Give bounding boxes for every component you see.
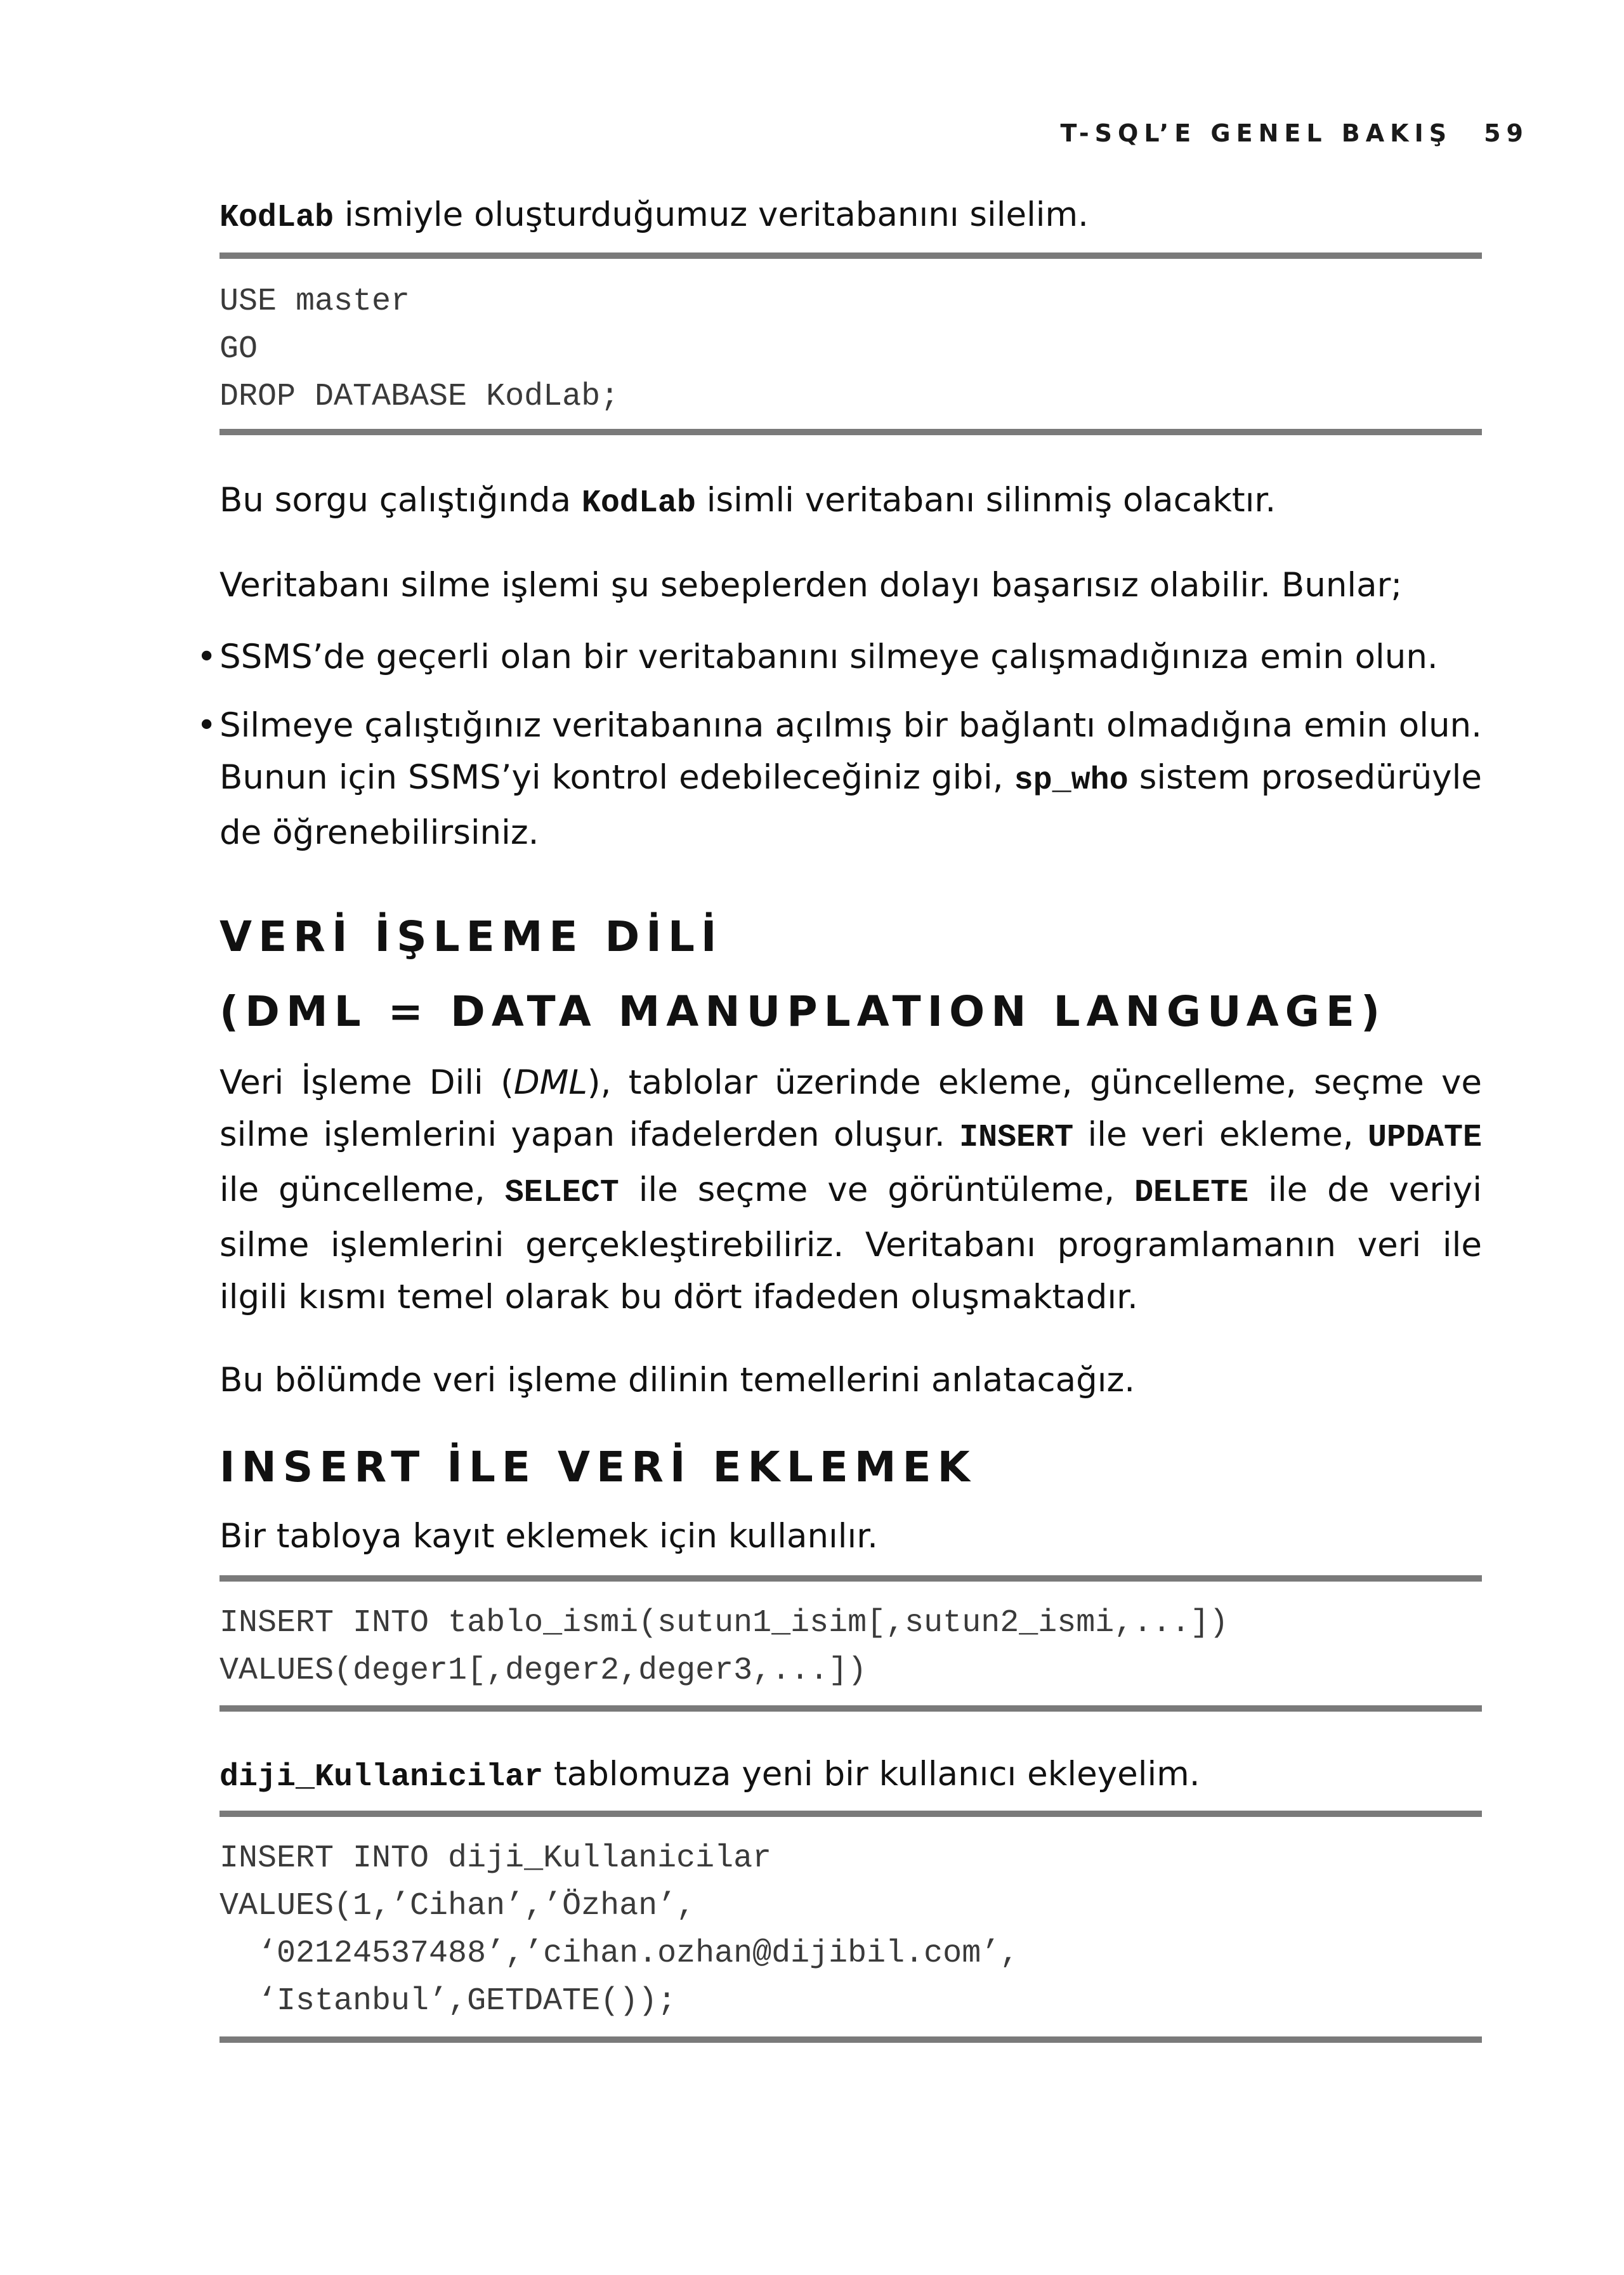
code-line: VALUES(deger1[,deger2,deger3,...]) xyxy=(219,1653,867,1689)
heading-line-2: (DML = DATA MANUPLATION LANGUAGE) xyxy=(219,987,1387,1036)
bullet-icon: • xyxy=(197,638,217,676)
heading-line-1: VERİ İŞLEME DİLİ xyxy=(219,912,723,961)
dml-paragraph xyxy=(219,1057,1482,1323)
text-fragment: ile de veriyi silme işlemlerini gerçekleştirebiliriz. Veritabanı programlamanın veri ile ilgili kısmı temel olarak bu dört ifadeden oluşmaktadır. xyxy=(219,1170,1482,1316)
text-fragment: Silmeye çalıştığınız veritabanına açılmış bir bağlantı olmadığına emin olun. Bunun için SSMS’yi kontrol edebileceğiniz gibi, xyxy=(219,706,1482,797)
bullet-list xyxy=(197,631,1482,859)
code-block-insert-syntax xyxy=(219,1575,1482,1695)
inline-code: KodLab xyxy=(581,485,696,521)
emphasis: DML xyxy=(513,1063,587,1102)
section-heading-dml xyxy=(219,900,1482,1049)
text-fragment: ile seçme ve görüntüleme, xyxy=(619,1170,1135,1209)
code-line: GO xyxy=(219,331,258,367)
text-fragment: ), tablolar üzerinde ekleme, güncelleme, seçme ve silme işlemlerini yapan ifadelerden oluşur. xyxy=(219,1063,1483,1154)
text-fragment: Bu sorgu çalıştığında xyxy=(219,481,582,520)
keyword-update: UPDATE xyxy=(1367,1120,1482,1156)
bullet-icon: • xyxy=(197,706,217,745)
code-block-insert-example xyxy=(219,1811,1482,2025)
running-header xyxy=(1061,119,1529,147)
insert-example-intro xyxy=(219,1748,1482,1804)
code-rule-top xyxy=(219,1811,1482,1817)
keyword-insert: INSERT xyxy=(959,1120,1074,1156)
text-fragment: ile veri ekleme, xyxy=(1073,1115,1368,1154)
text-fragment: Veri İşleme Dili ( xyxy=(219,1063,514,1102)
code-line: VALUES(1,’Cihan’,’Özhan’, xyxy=(219,1888,696,1924)
list-item: • SSMS’de geçerli olan bir veritabanını silmeye çalışmadığınıza emin olun. xyxy=(219,631,1482,683)
text-fragment: tablomuza yeni bir kullanıcı ekleyelim. xyxy=(543,1755,1200,1793)
intro-text: ismiyle oluşturduğumuz veritabanını silelim. xyxy=(334,195,1089,234)
list-item xyxy=(197,700,1482,859)
code-line: ‘02124537488’,’cihan.ozhan@dijibil.com’, xyxy=(219,1936,1019,1972)
dml-summary-paragraph: Bu bölümde veri işleme dilinin temellerini anlatacağız. xyxy=(219,1361,1136,1400)
page-number: 59 xyxy=(1484,119,1529,147)
section-heading-insert: INSERT İLE VERİ EKLEMEK xyxy=(219,1443,976,1492)
code-line: INSERT INTO tablo_ismi(sutun1_isim[,sutun2_ismi,...]) xyxy=(219,1605,1229,1641)
code-rule-top xyxy=(219,252,1482,259)
code-rule-top xyxy=(219,1575,1482,1582)
keyword-select: SELECT xyxy=(504,1175,619,1211)
code-rule-bottom xyxy=(219,2036,1482,2043)
keyword-delete: DELETE xyxy=(1134,1175,1249,1211)
code-line: USE master xyxy=(219,284,410,320)
text-fragment: ile güncelleme, xyxy=(219,1170,505,1209)
insert-intro-paragraph: Bir tabloya kayıt eklemek için kullanılır. xyxy=(219,1517,878,1556)
text-fragment: isimli veritabanı silinmiş olacaktır. xyxy=(695,481,1276,520)
inline-code: diji_Kullanicilar xyxy=(219,1759,544,1795)
running-title: T-SQL’E GENEL BAKIŞ xyxy=(1060,119,1453,147)
code-line: DROP DATABASE KodLab; xyxy=(219,379,620,415)
text-fragment: sistem prosedürüyle de öğrenebilirsiniz. xyxy=(219,758,1482,852)
intro-paragraph xyxy=(219,189,1482,244)
code-line: INSERT INTO diji_Kullanicilar xyxy=(219,1840,772,1877)
inline-code: KodLab xyxy=(219,200,334,236)
reasons-intro-paragraph: Veritabanı silme işlemi şu sebeplerden dolayı başarısız olabilir. Bunlar; xyxy=(219,566,1403,605)
code-rule-bottom xyxy=(219,1705,1482,1712)
inline-code: sp_who xyxy=(1014,763,1129,799)
code-line: ‘Istanbul’,GETDATE()); xyxy=(219,1983,677,2019)
code-rule-bottom xyxy=(219,429,1482,435)
after-code-paragraph xyxy=(219,475,1482,530)
code-block-drop-database xyxy=(219,252,1482,421)
